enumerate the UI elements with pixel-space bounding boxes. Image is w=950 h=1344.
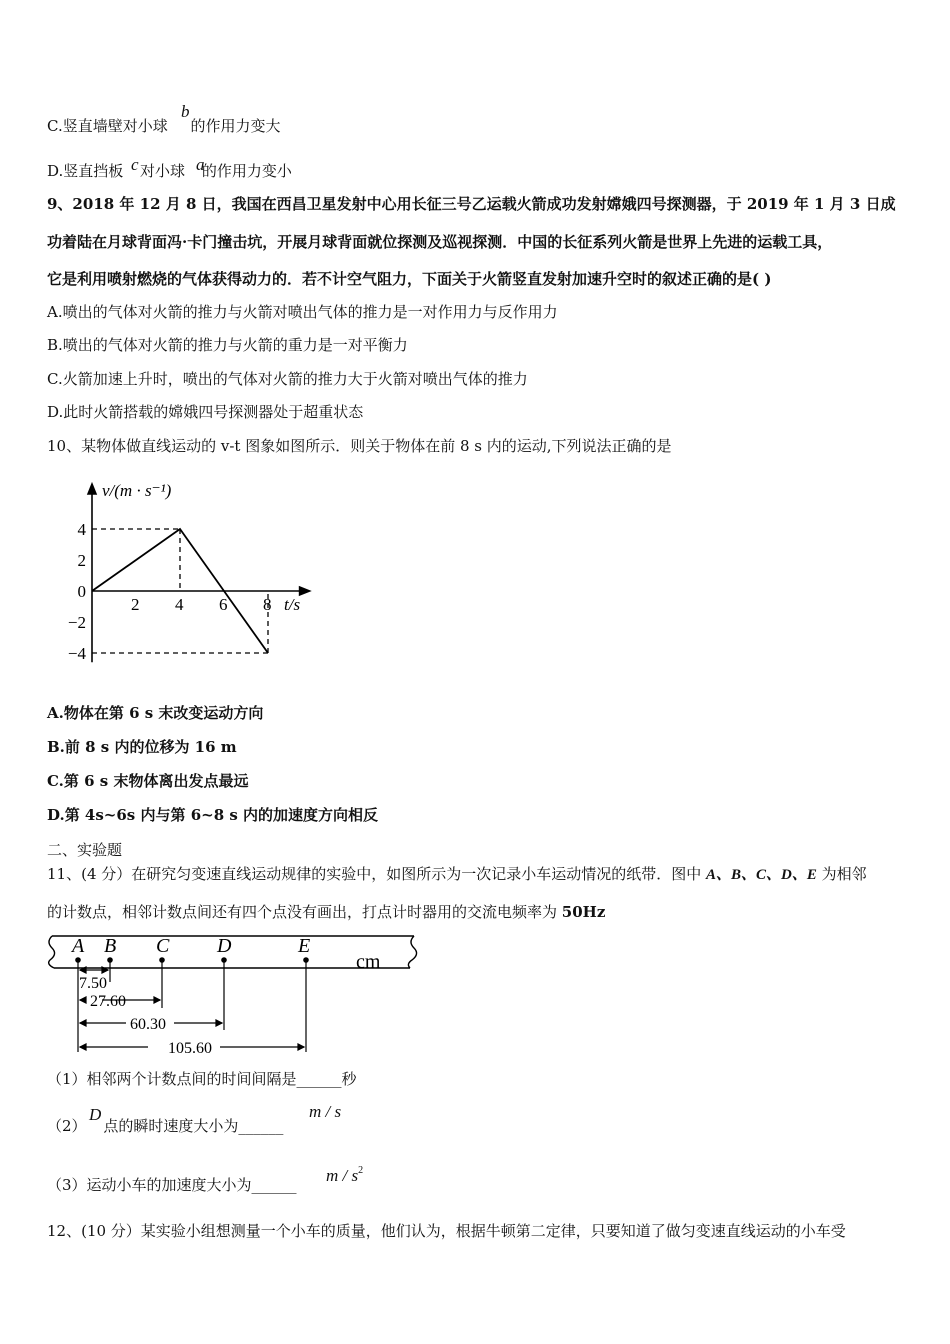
q11-sub1-unit: 秒 (341, 1070, 357, 1088)
tape-label-e: E (298, 935, 311, 957)
q11-stem-line1-post: 为相邻 (816, 865, 867, 883)
vt-x-tick-label: 2 (131, 595, 140, 614)
q11-sub3-unit-base: m / s (326, 1166, 359, 1185)
q11-sub1-blank: ______ (296, 1070, 342, 1088)
q9-option-b: B.喷出的气体对火箭的推力与火箭的重力是一对平衡力 (47, 336, 408, 354)
vt-x-tick-label: 4 (175, 595, 184, 614)
tape-label-c: C (156, 935, 170, 957)
vt-ylabel: v/(m · s⁻¹) (102, 481, 172, 500)
tape-right-edge (408, 936, 416, 968)
section-title: 二、实验题 (47, 841, 123, 859)
q10-option-c: C.第 6 s 末物体离出发点最远 (47, 772, 249, 790)
q11-stem-line2 (47, 902, 605, 922)
q11-sub2 (47, 1102, 342, 1136)
q11-points-label: A、B、C、D、E (706, 867, 817, 883)
q8-option-c-suffix: 的作用力变大 (190, 117, 281, 135)
q11-sub3-text: （3）运动小车的加速度大小为 (47, 1176, 252, 1194)
q11-sub2-var: D (89, 1105, 102, 1124)
vt-x-tick-label: 8 (263, 595, 272, 614)
tape-unit: cm (356, 951, 381, 973)
paper-tape-diagram (44, 930, 424, 1060)
q8-option-c-prefix: C.竖直墙壁对小球 (47, 117, 168, 135)
vt-graph (60, 474, 330, 684)
q8-option-d-suffix: 的作用力变小 (201, 162, 292, 180)
q11-sub1-text: （1）相邻两个计数点间的时间间隔是 (47, 1070, 297, 1088)
q9-stem-line3: 它是利用喷射燃烧的气体获得动力的．若不计空气阻力，下面关于火箭竖直发射加速升空时的叙述正确的是( ) (47, 270, 772, 288)
q8-option-d (47, 155, 292, 181)
q10-stem: 10、某物体做直线运动的 v-t 图象如图所示．则关于物体在前 8 s 内的运动,下列说法正确的是 (47, 437, 672, 455)
tape-dist-ae: 105.60 (168, 1040, 212, 1057)
q10-option-b: B.前 8 s 内的位移为 16 m (47, 738, 237, 756)
vt-x-arrow (300, 587, 310, 595)
q11-sub3-blank: ______ (251, 1176, 297, 1194)
q11-stem-line1 (47, 864, 867, 885)
vt-y-tick-label: 4 (77, 520, 86, 539)
q9-option-a: A.喷出的气体对火箭的推力与火箭对喷出气体的推力是一对作用力与反作用力 (47, 303, 558, 321)
vt-y-tick-label: 0 (77, 582, 86, 601)
q11-stem-line1-pre: 11、(4 分）在研究匀变速直线运动规律的实验中，如图所示为一次记录小车运动情况的纸带．图中 (47, 865, 707, 883)
tape-left-edge (49, 936, 55, 968)
q9-option-c: C.火箭加速上升时，喷出的气体对火箭的推力大于火箭对喷出气体的推力 (47, 370, 528, 388)
q11-sub3-unit (326, 1161, 363, 1186)
q11-sub2-text: 点的瞬时速度大小为 (103, 1117, 239, 1135)
vt-xlabel: t/s (284, 595, 301, 614)
q10-option-d: D.第 4s~6s 内与第 6~8 s 内的加速度方向相反 (47, 806, 379, 824)
tape-label-a: A (72, 935, 85, 957)
q9-stem-line1: 9、2018 年 12 月 8 日，我国在西昌卫星发射中心用长征三号乙运载火箭成功发射嫦娥四号探测器，于 2019 年 1 月 3 日成 (47, 195, 896, 213)
vt-y-tick-label: 2 (77, 551, 86, 570)
vt-y-tick-label: −4 (67, 644, 86, 663)
q9-stem-line2: 功着陆在月球背面冯·卡门撞击坑，开展月球背面就位探测及巡视探测．中国的长征系列火箭是世界上先进的运载工具， (47, 233, 833, 251)
q11-sub3 (47, 1165, 364, 1195)
q11-sub2-unit: m / s (309, 1102, 342, 1121)
q8-option-d-var2: a (196, 155, 205, 174)
q11-sub2-blank: ______ (238, 1117, 284, 1135)
q11-frequency: 50Hz (561, 903, 606, 921)
vt-x-tick-label: 6 (219, 595, 228, 614)
q11-sub2-num: （2） (47, 1117, 87, 1135)
q11-sub1 (47, 1069, 357, 1089)
vt-y-tick-label: −2 (67, 613, 86, 632)
q8-option-d-mid: 对小球 (140, 162, 186, 180)
q8-option-d-var1: c (131, 155, 139, 174)
q9-option-d: D.此时火箭搭载的嫦娥四号探测器处于超重状态 (47, 403, 364, 421)
q10-option-a: A.物体在第 6 s 末改变运动方向 (47, 704, 264, 722)
vt-y-arrow (88, 484, 96, 494)
q8-option-d-prefix: D.竖直挡板 (47, 162, 124, 180)
tape-label-b: B (104, 935, 117, 957)
tape-dist-ac: 27.60 (90, 993, 126, 1010)
q11-sub3-unit-exp: 2 (358, 1165, 364, 1176)
tape-dist-ab: 7.50 (79, 975, 107, 992)
q11-stem-line2-pre: 的计数点，相邻计数点间还有四个点没有画出，打点计时器用的交流电频率为 (47, 903, 562, 921)
q8-option-c-var: b (181, 102, 190, 121)
q8-option-c (47, 102, 281, 136)
q12-stem-line1: 12、(10 分）某实验小组想测量一个小车的质量，他们认为，根据牛顿第二定律，只要知道了做匀变速直线运动的小车受 (47, 1222, 846, 1240)
tape-label-d: D (217, 935, 232, 957)
tape-dist-ad: 60.30 (130, 1016, 166, 1033)
